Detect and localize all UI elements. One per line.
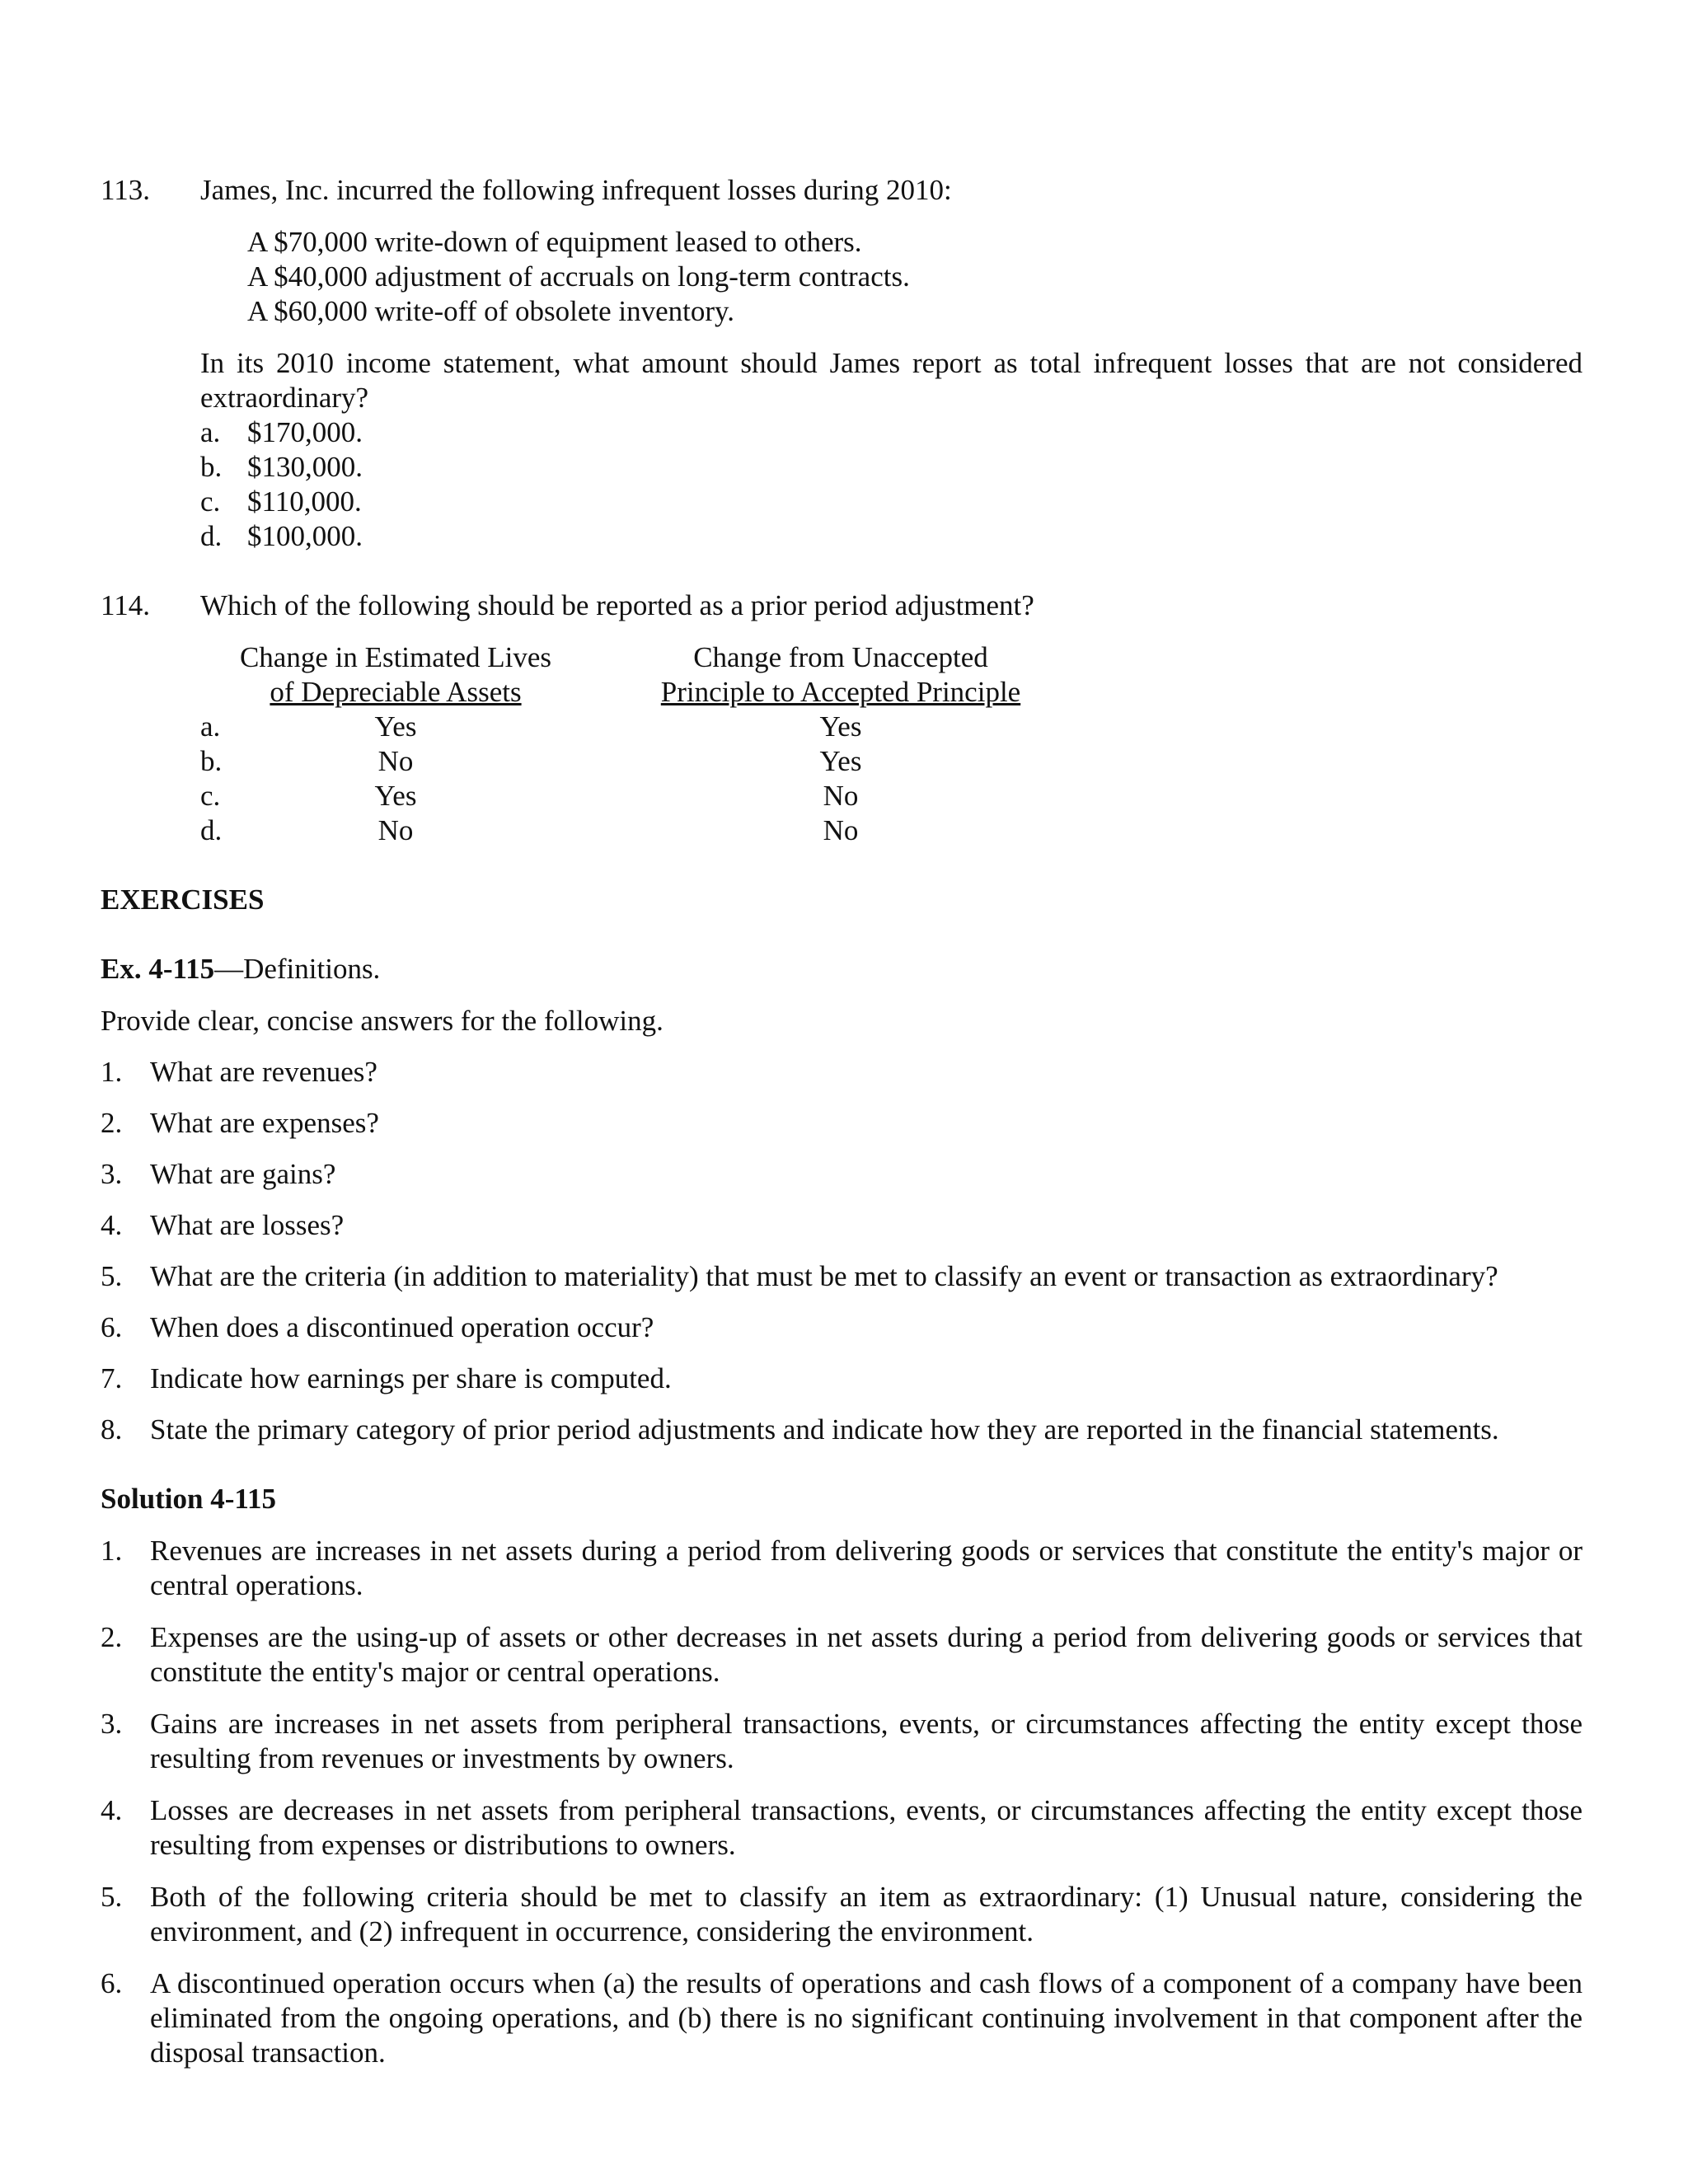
option-letter: d. [200,520,223,552]
option-letter: c. [200,780,221,812]
question-stem: Which of the following should be reported as a prior period adjustment? [200,589,1034,621]
option-letter: b. [200,451,223,483]
exercise-name: —Definitions. [214,953,381,985]
list-number: 1. [101,1535,123,1567]
list-number: 3. [101,1708,123,1740]
answer-text: Both of the following criteria should be met to classify an item as extraordinary: (1) Unusual nature, considering the environment, and (2) infrequent in occurrence, considering the environment. [150,1881,1582,1947]
option-letter: c. [200,485,221,518]
exercise-instruction: Provide clear, concise answers for the following. [101,1005,663,1037]
list-number: 6. [101,1967,123,1999]
list-number: 2. [101,1107,123,1139]
option-value: $110,000. [247,485,362,518]
question-text-line: In its 2010 income statement, what amount should James report as total infrequent losses that are not considered [200,347,1582,379]
section-heading: Solution 4-115 [101,1483,276,1515]
table-cell: Yes [374,780,417,812]
table-cell: No [823,780,859,812]
list-number: 3. [101,1158,123,1190]
list-number: 7. [101,1362,123,1394]
option-letter: a. [200,710,221,743]
option-letter: b. [200,745,223,777]
list-number: 1. [101,1056,123,1088]
question-number: 114. [101,589,150,621]
option-value: $130,000. [247,451,363,483]
column-header: Principle to Accepted Principle [660,676,1021,708]
table-cell: Yes [819,710,862,743]
list-item: State the primary category of prior period adjustments and indicate how they are reported in the financial statements. [150,1413,1499,1446]
loss-item: A $70,000 write-down of equipment leased to others. [247,226,862,258]
list-number: 5. [101,1881,123,1913]
question-number: 113. [101,174,150,206]
answer-text: Losses are decreases in net assets from peripheral transactions, events, or circumstances affecting the entity except those resulting from expenses or distributions to owners. [150,1794,1582,1861]
table-cell: No [377,745,414,777]
list-number: 4. [101,1209,123,1241]
list-number: 5. [101,1260,123,1292]
column-header: of Depreciable Assets [270,676,522,708]
table-cell: No [377,814,414,846]
option-value: $170,000. [247,416,363,448]
list-item: Indicate how earnings per share is computed. [150,1362,672,1394]
list-item: What are the criteria (in addition to materiality) that must be met to classify an event or transaction as extraordinary? [150,1260,1498,1292]
question-stem: James, Inc. incurred the following infrequent losses during 2010: [200,174,952,206]
answer-text: A discontinued operation occurs when (a) the results of operations and cash flows of a component of a company have been eliminated from the ongoing operations, and (b) there is no significant continuing involvement in that component after the disposal transaction. [150,1967,1582,2069]
answer-text: Gains are increases in net assets from peripheral transactions, events, or circumstances affecting the entity except those resulting from revenues or investments by owners. [150,1708,1582,1774]
option-letter: d. [200,814,223,846]
table-cell: Yes [374,710,417,743]
loss-item: A $60,000 write-off of obsolete inventory. [247,295,735,327]
question-text-line: extraordinary? [200,382,369,414]
answer-text: Revenues are increases in net assets during a period from delivering goods or services that constitute the entity's major or central operations. [150,1535,1582,1601]
option-value: $100,000. [247,520,363,552]
column-header: Change from Unaccepted [693,641,988,673]
exercise-title [101,952,380,987]
list-number: 8. [101,1413,123,1446]
answer-text: Expenses are the using-up of assets or other decreases in net assets during a period from delivering goods or services that constitute the entity's major or central operations. [150,1621,1582,1688]
loss-item: A $40,000 adjustment of accruals on long-term contracts. [247,260,910,293]
exercise-label: Ex. 4-115 [101,953,215,985]
table-cell: No [823,814,859,846]
table-cell: Yes [819,745,862,777]
list-item: What are losses? [150,1209,345,1241]
list-item: What are gains? [150,1158,336,1190]
section-heading: EXERCISES [101,883,265,916]
list-number: 2. [101,1621,123,1653]
list-number: 6. [101,1311,123,1343]
column-header: Change in Estimated Lives [239,641,552,673]
list-item: What are expenses? [150,1107,379,1139]
list-item: When does a discontinued operation occur? [150,1311,654,1343]
column-header-underlined-wrap [223,675,569,710]
option-letter: a. [200,416,221,448]
list-number: 4. [101,1794,123,1826]
column-header-underlined-wrap [635,675,1047,710]
list-item: What are revenues? [150,1056,377,1088]
